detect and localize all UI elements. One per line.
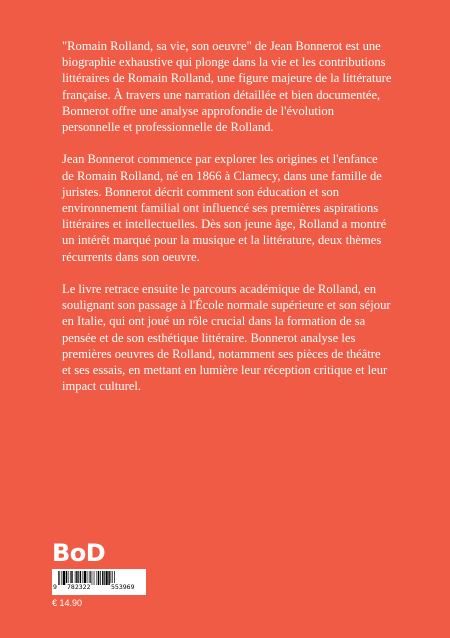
blurb-paragraph-1: "Romain Rolland, sa vie, son oeuvre" de Jean Bonnerot est une biographie exhaustive qui plonge dans la vie et les contributions littéraires de Romain Rolland, une figure majeure de la littérature française. À travers une narration détaillée et bien documentée, Bonnerot offre une analyse approfondie de l'évolution personnelle et professionnelle de Rolland. — [62, 39, 392, 135]
isbn-group-1: 782322 — [67, 583, 91, 591]
publisher-logo: BoD — [52, 539, 106, 567]
blurb-paragraph-3: Le livre retrace ensuite le parcours académique de Rolland, en soulignant son passage à l'École normale supérieure et son séjour en Italie, qui ont joué un rôle crucial dans la formation de sa pensée et de son esthétique littéraire. Bonnerot analyse les premières oeuvres de Rolland, notamment ses pièces de théâtre et ses essais, en mettant en lumière leur réception critique et leur impact culturel. — [62, 282, 391, 394]
blurb — [62, 38, 392, 411]
isbn-number — [52, 583, 146, 593]
isbn-prefix: 9 — [53, 583, 57, 591]
price-label: € 14.90 — [52, 598, 83, 608]
blurb-paragraph-2: Jean Bonnerot commence par explorer les origines et l'enfance de Romain Rolland, né en 1866 à Clamecy, dans une famille de juristes. Bonnerot décrit comment son éducation et son environnement familial ont influencé ses premières aspirations littéraires et intellectuelles. Dès son jeune âge, Rolland a montré un intérêt marqué pour la musique et la littérature, deux thèmes récurrents dans son oeuvre. — [62, 152, 387, 264]
isbn-group-2: 553969 — [111, 583, 135, 591]
